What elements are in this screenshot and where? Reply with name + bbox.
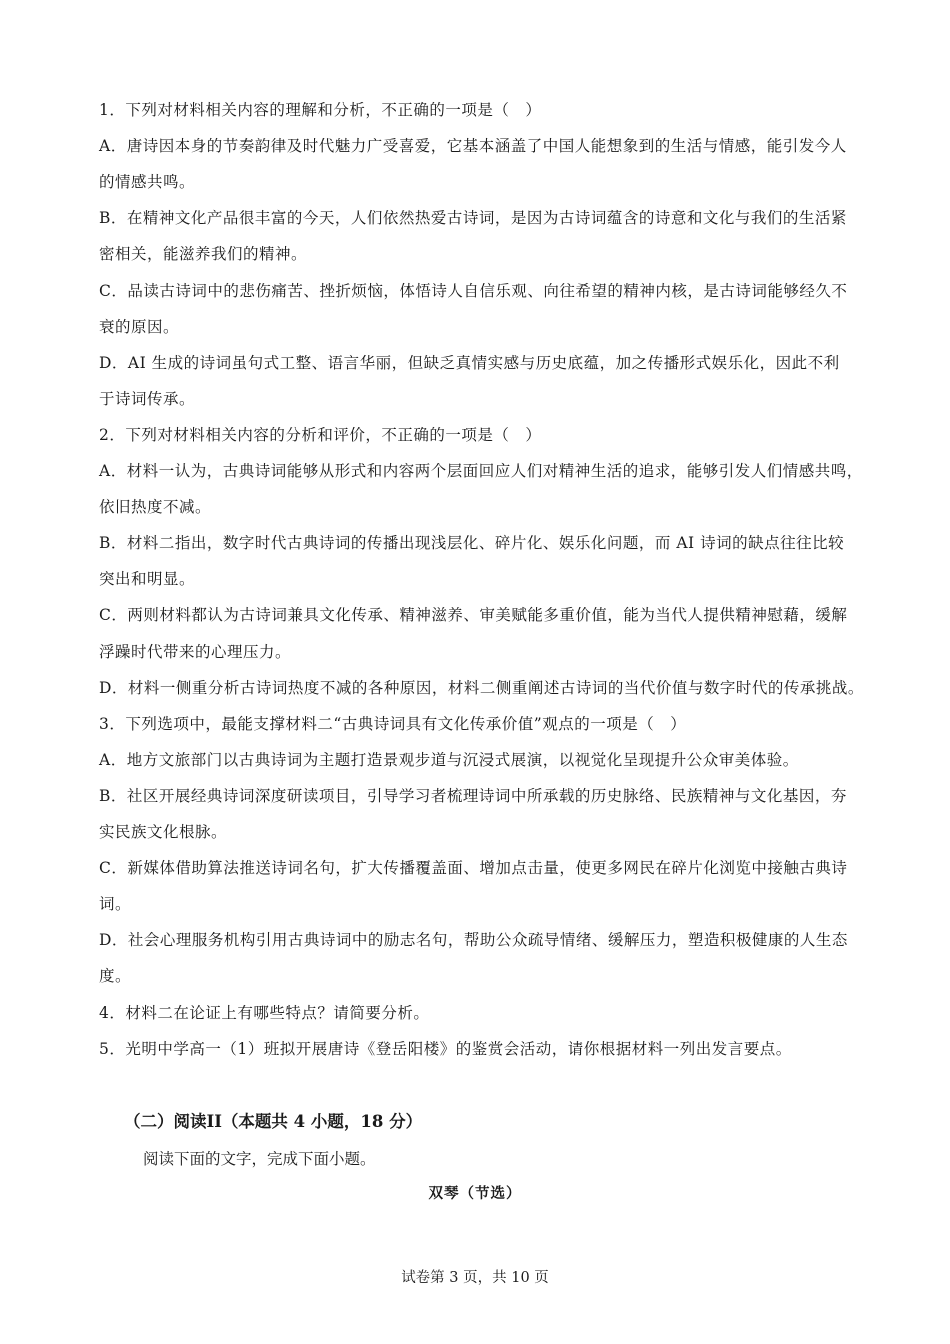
text-line: 词。 bbox=[99, 895, 132, 913]
text-line: 实民族文化根脉。 bbox=[99, 823, 228, 841]
text-line: C．品读古诗词中的悲伤痛苦、挫折烦恼，体悟诗人自信乐观、向往希望的精神内核，是古诗词能够经久不 bbox=[99, 282, 848, 300]
text-line: A．地方文旅部门以古典诗词为主题打造景观步道与沉浸式展演，以视觉化呈现提升公众审美体验。 bbox=[99, 751, 799, 769]
text-line: 于诗词传承。 bbox=[99, 390, 196, 408]
text-line: 依旧热度不减。 bbox=[99, 498, 212, 516]
text-line: D．社会心理服务机构引用古典诗词中的励志名句，帮助公众疏导情绪、缓解压力，塑造积极健康的人生态 bbox=[99, 931, 848, 949]
article-title: 双琴（节选） bbox=[428, 1185, 522, 1202]
text-line: 5．光明中学高一（1）班拟开展唐诗《登岳阳楼》的鉴赏会活动，请你根据材料一列出发言要点。 bbox=[99, 1040, 792, 1058]
text-line: 的情感共鸣。 bbox=[99, 173, 196, 191]
text-line: B．在精神文化产品很丰富的今天，人们依然热爱古诗词，是因为古诗词蕴含的诗意和文化与我们的生活紧 bbox=[99, 209, 847, 227]
section-intro: 阅读下面的文字，完成下面小题。 bbox=[143, 1150, 376, 1168]
text-line: 1．下列对材料相关内容的理解和分析，不正确的一项是（ ） bbox=[99, 101, 542, 119]
text-line: 度。 bbox=[99, 967, 132, 985]
text-line: 突出和明显。 bbox=[99, 570, 196, 588]
text-line: 密相关，能滋养我们的精神。 bbox=[99, 245, 308, 263]
text-line: A．材料一认为，古典诗词能够从形式和内容两个层面回应人们对精神生活的追求，能够引发人们情感共鸣， bbox=[99, 462, 863, 480]
text-line: C．新媒体借助算法推送诗词名句，扩大传播覆盖面、增加点击量，使更多网民在碎片化浏览中接触古典诗 bbox=[99, 859, 848, 877]
text-line: 浮躁时代带来的心理压力。 bbox=[99, 643, 292, 661]
text-line: B．社区开展经典诗词深度研读项目，引导学习者梳理诗词中所承载的历史脉络、民族精神与文化基因，夯 bbox=[99, 787, 847, 805]
text-line: 3．下列选项中，最能支撑材料二“古典诗词具有文化传承价值”观点的一项是（ ） bbox=[99, 715, 687, 733]
text-line: B．材料二指出，数字时代古典诗词的传播出现浅层化、碎片化、娱乐化问题，而 AI 诗词的缺点往往比较 bbox=[99, 534, 845, 552]
text-line: 4．材料二在论证上有哪些特点？请简要分析。 bbox=[99, 1004, 430, 1022]
text-line: 2．下列对材料相关内容的分析和评价，不正确的一项是（ ） bbox=[99, 426, 542, 444]
text-line: C．两则材料都认为古诗词兼具文化传承、精神滋养、审美赋能多重价值，能为当代人提供精神慰藉，缓解 bbox=[99, 606, 848, 624]
page-footer: 试卷第 3 页，共 10 页 bbox=[401, 1270, 549, 1286]
text-line: A．唐诗因本身的节奏韵律及时代魅力广受喜爱，它基本涵盖了中国人能想象到的生活与情感，能引发今人 bbox=[99, 137, 847, 155]
section-title: （二）阅读II（本题共 4 小题，18 分） bbox=[124, 1112, 423, 1131]
text-line: 衰的原因。 bbox=[99, 318, 180, 336]
text-line: D．材料一侧重分析古诗词热度不减的各种原因，材料二侧重阐述古诗词的当代价值与数字时代的传承挑战。 bbox=[99, 679, 864, 697]
text-line: D．AI 生成的诗词虽句式工整、语言华丽，但缺乏真情实感与历史底蕴，加之传播形式娱乐化，因此不利 bbox=[99, 354, 840, 372]
